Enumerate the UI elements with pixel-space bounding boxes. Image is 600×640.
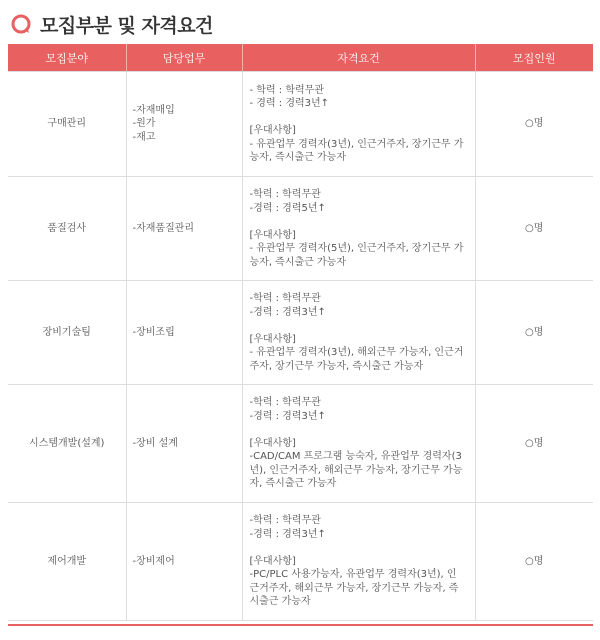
qualification-line: [250, 541, 467, 555]
field-cell: 구매관리: [8, 72, 126, 177]
table-row: [8, 281, 593, 385]
column-header-field: 모집분야: [8, 44, 126, 72]
duty-line: -장비제어: [132, 555, 175, 567]
qualification-line: -학력 : 학력무관: [249, 515, 321, 527]
qualification-cell: [242, 281, 475, 385]
duty-cell: [126, 72, 242, 177]
qualification-line: 주자, 장기근무 가능자, 즉시출근 가능자: [249, 360, 424, 372]
recruitment-table: [8, 44, 593, 621]
qualification-line: [우대사항]: [249, 437, 296, 449]
qualification-line: - 유관업무 경력자(3년), 인근거주자, 장기근무 가: [249, 138, 464, 150]
duty-line: -자재매입: [132, 104, 175, 116]
qualification-line: [250, 423, 467, 437]
qualification-line: [우대사항]: [249, 555, 296, 567]
duty-cell: [126, 503, 242, 621]
qualification-line: [250, 215, 467, 229]
count-cell: ○명: [475, 503, 593, 621]
column-header-duty: 담당업무: [126, 44, 242, 72]
duty-line: -장비조립: [132, 326, 175, 338]
qualification-line: -경력 : 경력3년↑: [249, 528, 326, 540]
qualification-line: 년), 인근거주자, 해외근무 가능자, 장기근무 가능: [249, 464, 463, 476]
duty-line: -자재품질관리: [132, 222, 195, 234]
qualification-line: 근거주자, 해외근무 가능자, 장기근무 가능자, 즉: [249, 582, 459, 594]
section-heading: [10, 10, 213, 38]
qualification-line: -학력 : 학력무관: [249, 189, 321, 200]
duty-cell: [126, 385, 242, 503]
table-row: [8, 177, 593, 281]
count-cell: ○명: [475, 177, 593, 281]
qualification-line: -CAD/CAM 프로그램 능숙자, 유관업무 경력자(3: [249, 451, 462, 463]
qualification-line: 시출근 가능자: [249, 596, 311, 608]
qualification-line: - 경력 : 경력3년↑: [249, 98, 330, 109]
column-header-count: 모집인원: [475, 44, 593, 72]
qualification-line: 능자, 즉시출근 가능자: [249, 256, 346, 268]
qualification-line: -경력 : 경력3년↑: [249, 306, 326, 318]
qualification-line: 자, 즉시출근 가능자: [249, 478, 337, 490]
page-title: 모집부분 및 자격요건: [40, 14, 213, 37]
qualification-line: [250, 111, 467, 125]
duty-line: -장비 설계: [132, 437, 178, 449]
chat-bubble-icon: [10, 13, 32, 35]
qualification-cell: [242, 72, 475, 177]
bottom-divider: [8, 624, 593, 626]
qualification-line: -PC/PLC 사용가능자, 유관업무 경력자(3년), 인: [249, 569, 457, 581]
count-cell: ○명: [475, 385, 593, 503]
qualification-line: [250, 319, 467, 333]
field-cell: 시스템개발(설계): [8, 385, 126, 503]
qualification-line: - 학력 : 학력무관: [249, 84, 324, 96]
qualification-line: [우대사항]: [249, 229, 296, 241]
table-row: [8, 385, 593, 503]
qualification-line: 능자, 즉시출근 가능자: [249, 152, 346, 163]
table-header-row: [8, 44, 593, 72]
duty-line: -원가: [132, 118, 156, 130]
qualification-line: [우대사항]: [249, 125, 296, 136]
table-row: [8, 72, 593, 177]
qualification-line: [우대사항]: [249, 333, 296, 345]
field-cell: 제어개발: [8, 503, 126, 621]
qualification-line: -학력 : 학력무관: [249, 397, 321, 409]
qualification-line: -경력 : 경력5년↑: [249, 202, 326, 214]
table-row: [8, 503, 593, 621]
qualification-cell: [242, 385, 475, 503]
qualification-line: -경력 : 경력3년↑: [249, 410, 326, 422]
count-cell: ○명: [475, 281, 593, 385]
duty-cell: [126, 281, 242, 385]
field-cell: 장비기술팀: [8, 281, 126, 385]
field-cell: 품질검사: [8, 177, 126, 281]
qualification-cell: [242, 503, 475, 621]
qualification-cell: [242, 177, 475, 281]
qualification-line: - 유관업무 경력자(3년), 해외근무 가능자, 인근거: [249, 347, 464, 358]
qualification-line: - 유관업무 경력자(5년), 인근거주자, 장기근무 가: [249, 243, 464, 254]
column-header-qualification: 자격요건: [242, 44, 475, 72]
count-cell: ○명: [475, 72, 593, 177]
duty-line: -재고: [132, 131, 156, 143]
duty-cell: [126, 177, 242, 281]
qualification-line: -학력 : 학력무관: [249, 293, 321, 304]
